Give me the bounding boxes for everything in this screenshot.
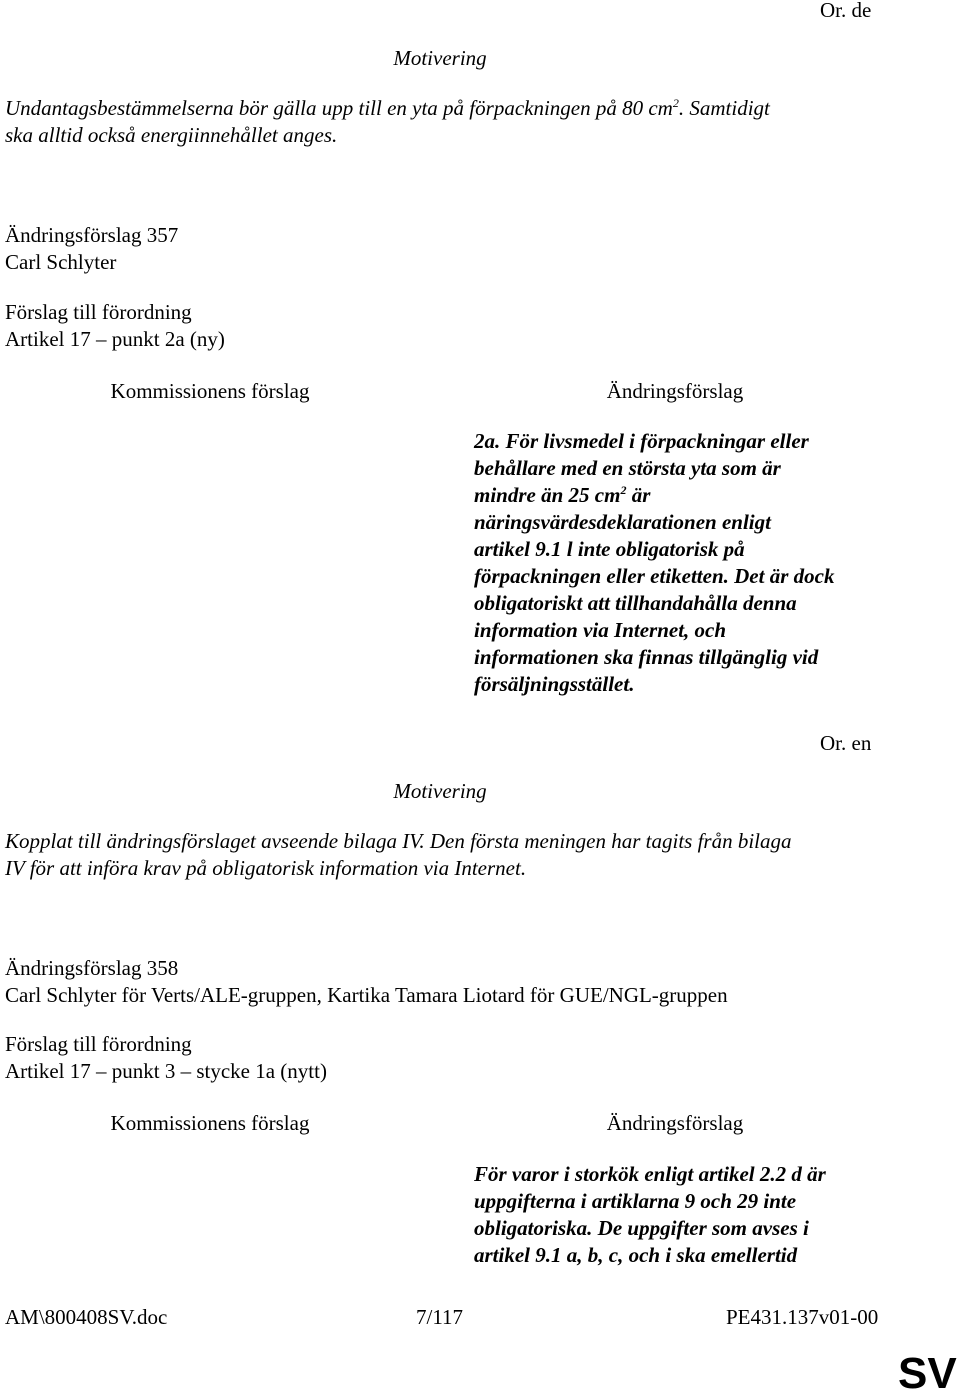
- justification-line-2: IV för att införa krav på obligatorisk information via Internet.: [5, 856, 527, 880]
- amendment-357-justification: [5, 828, 905, 882]
- amendment-text-line: artikel 9.1 l inte obligatorisk på: [474, 537, 745, 561]
- amendment-358-article: Artikel 17 – punkt 3 – stycke 1a (nytt): [5, 1059, 327, 1083]
- justification-text: [5, 95, 885, 149]
- amendment-357-article: Artikel 17 – punkt 2a (ny): [5, 327, 225, 351]
- amendment-358-proposal: Förslag till förordning: [5, 1032, 192, 1056]
- original-language-de: Or. de: [820, 0, 872, 22]
- amendment-358-author: Carl Schlyter för Verts/ALE-gruppen, Kartika Tamara Liotard för GUE/NGL-gruppen: [5, 983, 728, 1007]
- justification-heading: Motivering: [393, 46, 487, 70]
- amendment-358-number: Ändringsförslag 358: [5, 956, 179, 980]
- amendment-text-line: behållare med en största yta som är: [474, 456, 781, 480]
- column-header-amendment: Ändringsförslag: [606, 1111, 744, 1135]
- amendment-text-line: 2a. För livsmedel i förpackningar eller: [474, 429, 809, 453]
- justification-line-1: Kopplat till ändringsförslaget avseende bilaga IV. Den första meningen har tagits från bilaga: [5, 829, 792, 853]
- amendment-text-line: mindre än 25 $cm^2$ är: [474, 483, 651, 507]
- amendment-text-line: näringsvärdesdeklarationen enligt: [474, 510, 771, 534]
- justification-line-2: ska alltid också energiinnehållet anges.: [5, 123, 338, 147]
- column-header-commission: Kommissionens förslag: [110, 1111, 310, 1135]
- amendment-357-author: Carl Schlyter: [5, 250, 117, 274]
- justification-line-1: Undantagsbestämmelserna bör gälla upp till en yta på förpackningen på 80 $cm^2$. Samtidigt: [5, 96, 770, 120]
- footer-document-name: AM\800408SV.doc: [5, 1305, 168, 1329]
- footer-page-number: 7/117: [416, 1305, 464, 1329]
- amendment-358-text: [474, 1161, 894, 1269]
- amendment-text-line: uppgifterna i artiklarna 9 och 29 inte: [474, 1189, 797, 1213]
- amendment-text-line: information via Internet, och: [474, 618, 727, 642]
- amendment-text-line: artikel 9.1 a, b, c, och i ska emellertid: [474, 1243, 798, 1267]
- amendment-357-number: Ändringsförslag 357: [5, 223, 179, 247]
- amendment-text-line: obligatoriskt att tillhandahålla denna: [474, 591, 797, 615]
- amendment-text-line: försäljningsstället.: [474, 672, 635, 696]
- amendment-text-line: informationen ska finnas tillgänglig vid: [474, 645, 819, 669]
- column-header-amendment: Ändringsförslag: [606, 379, 744, 403]
- amendment-357-proposal: Förslag till förordning: [5, 300, 192, 324]
- original-language-en: Or. en: [820, 731, 872, 755]
- amendment-text-line: obligatoriska. De uppgifter som avses i: [474, 1216, 809, 1240]
- footer-reference: PE431.137v01-00: [726, 1305, 879, 1329]
- column-header-commission: Kommissionens förslag: [110, 379, 310, 403]
- amendment-357-text: [474, 428, 894, 698]
- amendment-text-line: För varor i storkök enligt artikel 2.2 d är: [474, 1162, 826, 1186]
- amendment-text-line: förpackningen eller etiketten. Det är dock: [474, 564, 835, 588]
- amendment-357-justification-heading: Motivering: [393, 779, 487, 803]
- footer-language-code: SV: [898, 1349, 957, 1398]
